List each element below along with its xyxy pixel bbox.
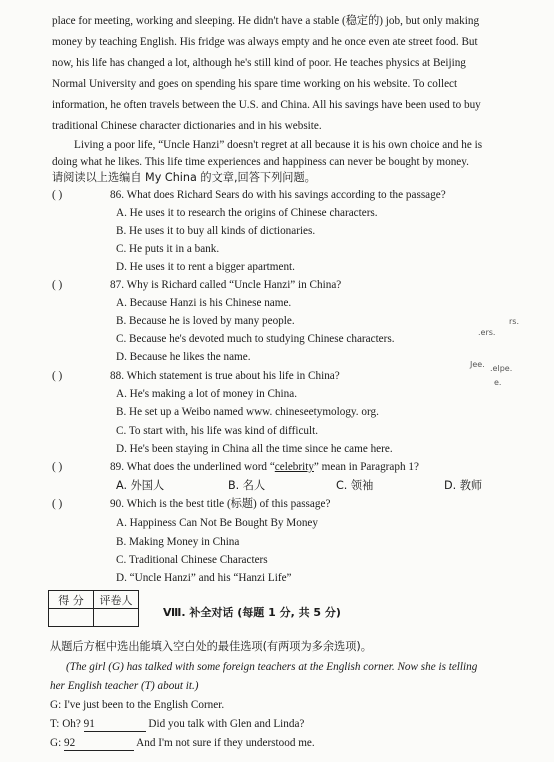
score-header: 得 分 [49,591,94,609]
speaker: G: [50,737,62,749]
question-number: 86. [110,189,124,201]
dialogue-line [50,698,224,712]
dialogue-text: And I'm not sure if they understood me. [136,737,315,749]
passage-line: information, he often travels between the U.S. and China. All his savings have been used to buy [52,99,481,111]
question-stem: Which statement is true about his life in China? [126,370,340,382]
option-a: A. 外国人 [116,479,165,492]
dialogue-text: I've just been to the English Corner. [63,699,225,711]
dialogue-text: Oh? [62,718,81,730]
score-cell[interactable] [49,609,94,627]
context-line: (The girl (G) has talked with some foreign teachers at the English corner. Now she is telling [66,661,478,673]
dialogue-line [50,736,315,751]
question-stem: What does Richard Sears do with his savings according to the passage? [126,189,446,201]
grader-cell[interactable] [94,609,139,627]
margin-mark: rs. [509,317,519,326]
speaker: T: [50,718,60,730]
reading-instruction: 请阅读以上选编自 My China 的文章,回答下列问题。 [52,171,316,184]
section-instruction: 从题后方框中选出能填入空白处的最佳选项(有两项为多余选项)。 [50,640,372,653]
answer-paren[interactable]: ( ) [52,461,63,473]
option-b: B. Making Money in China [116,536,240,548]
passage-line: money by teaching English. His fridge was always empty and he once even ate street food. But [52,36,478,48]
margin-mark: .ers. [478,328,496,337]
answer-paren[interactable]: ( ) [52,370,63,382]
option-b: B. 名人 [228,479,266,492]
option-a: A. Happiness Can Not Be Bought By Money [116,517,318,529]
question-number: 87. [110,279,124,291]
question-stem: Why is Richard called “Uncle Hanzi” in China? [126,279,342,291]
passage-line: Normal University and goes on spending his spare time working on his website. To collect [52,78,458,90]
question-number: 89. [110,461,124,473]
option-d: D. 教师 [444,479,483,492]
margin-mark: .elpe. [490,364,513,373]
option-a: A. He's making a lot of money in China. [116,388,297,400]
grader-header: 评卷人 [94,591,139,609]
question-stem-end: ” mean in Paragraph 1? [313,461,419,473]
option-a: A. He uses it to research the origins of Chinese characters. [116,207,378,219]
option-b: B. He set up a Weibo named www. chineseetymology. org. [116,406,379,418]
margin-mark: Jee. [470,360,485,369]
dialogue-text: Did you talk with Glen and Linda? [148,718,305,730]
option-c: C. 领袖 [336,479,374,492]
option-c: C. He puts it in a bank. [116,243,220,255]
answer-paren[interactable]: ( ) [52,498,63,510]
option-a: A. Because Hanzi is his Chinese name. [116,297,292,309]
context-line: her English teacher (T) about it.) [50,680,199,692]
question-stem-start: What does the underlined word “ [126,461,275,473]
underlined-word: celebrity [274,461,314,473]
question-number: 88. [110,370,124,382]
speaker: G: [50,699,62,711]
passage-line: place for meeting, working and sleeping. He didn't have a stable (稳定的) job, but only making [52,15,480,27]
blank-number: 92 [63,737,76,749]
question-number: 90. [110,498,124,510]
margin-mark: e. [494,378,502,387]
option-d: D. He uses it to rent a bigger apartment. [116,261,295,273]
answer-blank-91[interactable] [84,717,146,732]
question-stem: Which is the best title (标题) of this passage? [126,498,331,510]
option-c: C. To start with, his life was kind of difficult. [116,425,319,437]
section-title: Ⅷ. 补全对话 (每题 1 分, 共 5 分) [163,606,341,619]
option-b: B. Because he is loved by many people. [116,315,295,327]
option-c: C. Because he's devoted much to studying Chinese characters. [116,333,395,345]
answer-paren[interactable]: ( ) [52,279,63,291]
blank-number: 91 [83,718,95,730]
option-d: D. “Uncle Hanzi” and his “Hanzi Life” [116,572,292,584]
score-table [48,590,139,627]
option-d: D. Because he likes the name. [116,351,251,363]
passage-line: Living a poor life, “Uncle Hanzi” doesn't regret at all because it is his own choice and he is [74,139,483,151]
option-d: D. He's been staying in China all the time since he came here. [116,443,393,455]
option-b: B. He uses it to buy all kinds of dictionaries. [116,225,316,237]
passage-line: doing what he likes. This life time experiences and happiness can never be bought by money. [52,156,469,168]
option-c: C. Traditional Chinese Characters [116,554,268,566]
passage-line: traditional Chinese character dictionaries and in his website. [52,120,322,132]
answer-paren[interactable]: ( ) [52,189,63,201]
passage-line: now, his life has changed a lot, although he's still kind of poor. He teaches physics at Beijing [52,57,466,69]
dialogue-line [50,717,304,732]
answer-blank-92[interactable] [64,736,134,751]
